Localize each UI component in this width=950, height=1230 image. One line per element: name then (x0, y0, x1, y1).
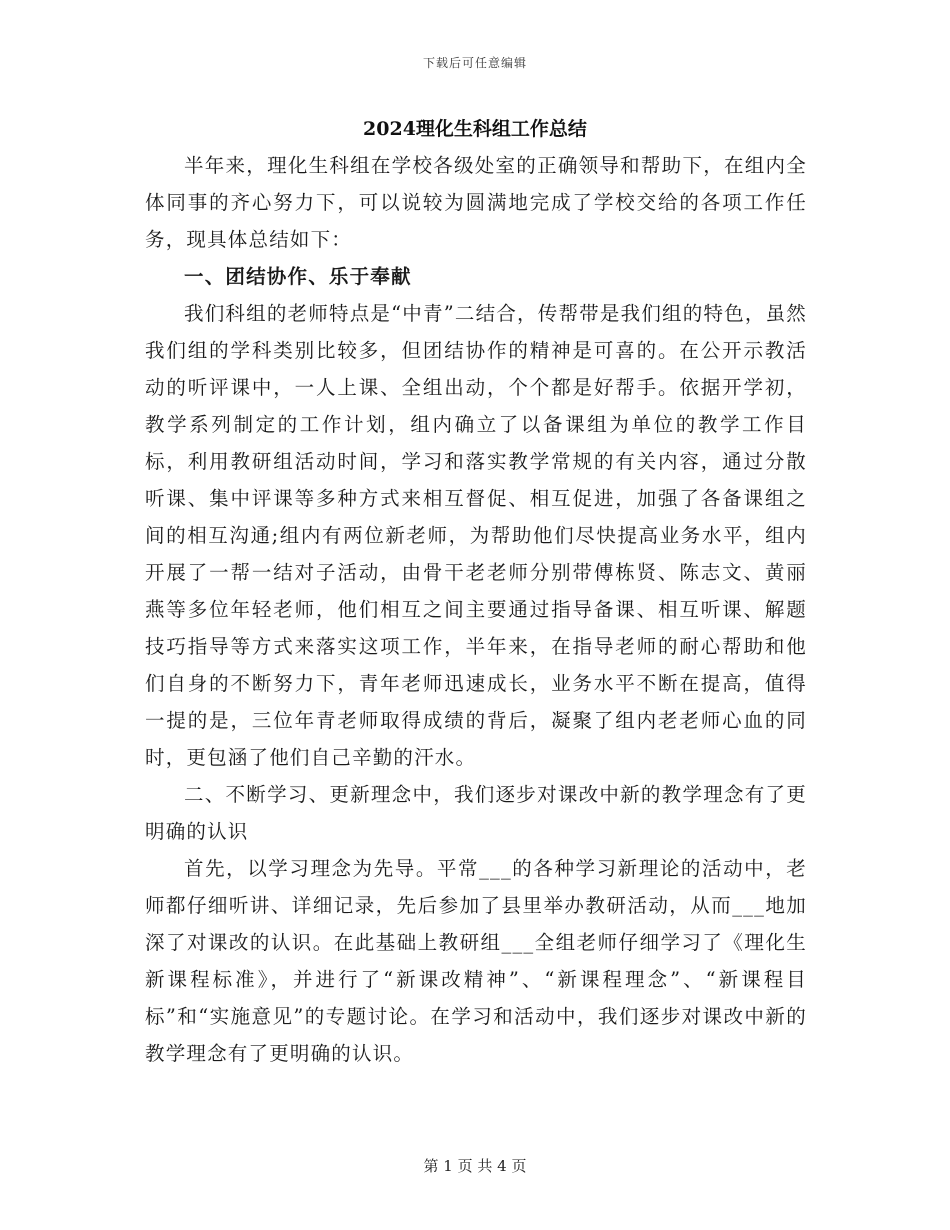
section-heading-2: 二、不断学习、更新理念中，我们逐步对课改中新的教学理念有了更明确的认识 (145, 783, 807, 843)
page-footer (0, 1155, 950, 1176)
paragraph-teamwork: 我们科组的老师特点是“中青”二结合，传帮带是我们组的特色，虽然我们组的学科类别比较多，但团结协作的精神是可喜的。在公开示教活动的听评课中，一人上课、全组出动，个个都是好帮手。依据开学初，教学系列制定的工作计划，组内确立了以备课组为单位的教学工作目标，利用教研组活动时间，学习和落实教学常规的有关内容，通过分散听课、集中评课等多种方式来相互督促、相互促进，加强了各备课组之间的相互沟通;组内有两位新老师，为帮助他们尽快提高业务水平，组内开展了一帮一结对子活动，由骨干老老师分别带傅栋贤、陈志文、黄丽燕等多位年轻老师，他们相互之间主要通过指导备课、相互听课、解题技巧指导等方式来落实这项工作，半年来，在指导老师的耐心帮助和他们自身的不断努力下，青年老师迅速成长，业务水平不断在提高，值得一提的是，三位年青老师取得成绩的背后，凝聚了组内老老师心血的同时，更包涵了他们自己辛勤的汗水。 (145, 302, 807, 769)
document-body (145, 147, 807, 1072)
section-heading-1: 一、团结协作、乐于奉献 (184, 265, 412, 288)
paragraph-intro: 半年来，理化生科组在学校各级处室的正确领导和帮助下，在组内全体同事的齐心努力下，可以说较为圆满地完成了学校交给的各项工作任务，现具体总结如下： (145, 154, 807, 251)
header-note: 下载后可任意编辑 (422, 56, 527, 70)
page-number-label: 第 1 页 共 4 页 (423, 1157, 527, 1175)
document-title: 2024理化生科组工作总结 (363, 118, 587, 140)
paragraph-learning: 首先，以学习理念为先导。平常___的各种学习新理论的活动中，老师都仔细听讲、详细记录，先后参加了县里举办教研活动，从而___地加深了对课改的认识。在此基础上教研组___全组老师仔细学习了《理化生新课程标准》，并进行了“新课改精神”、“新课程理念”、“新课程目标”和“实施意见”的专题讨论。在学习和活动中，我们逐步对课改中新的教学理念有了更明确的认识。 (145, 857, 807, 1065)
